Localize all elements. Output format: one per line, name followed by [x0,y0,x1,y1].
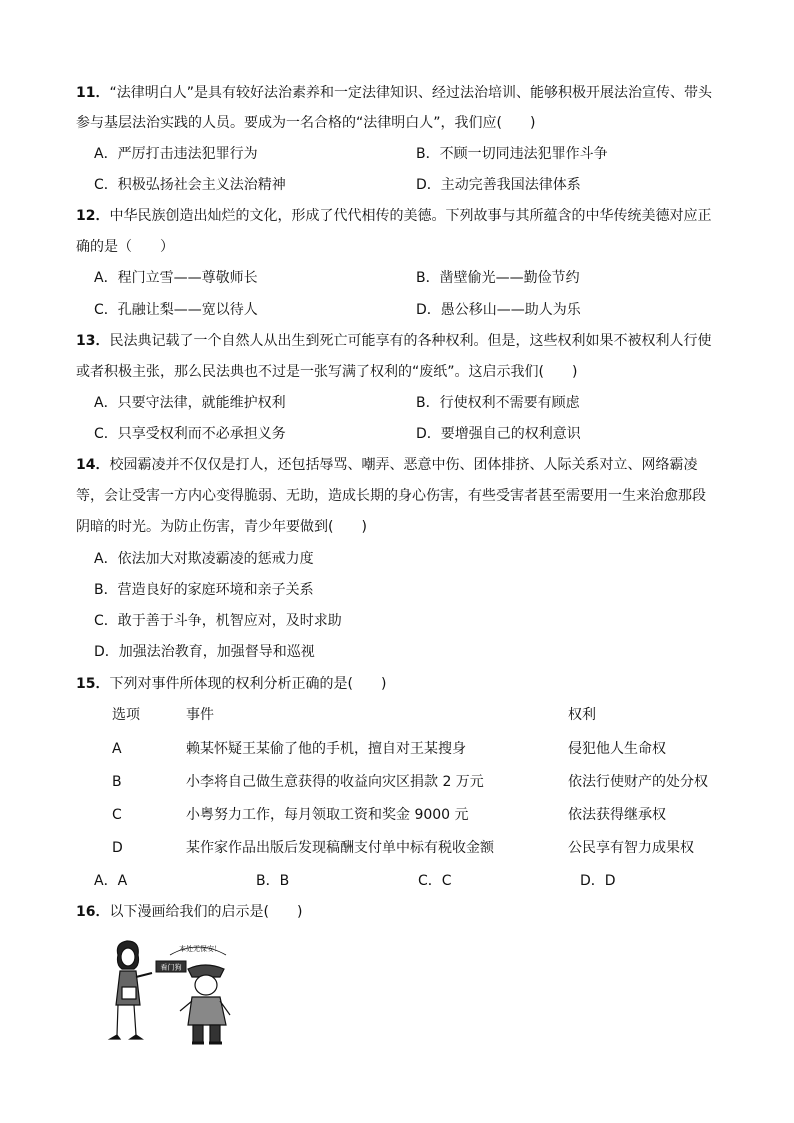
q13-stem-text: 民法典记载了一个自然人从出生到死亡可能享有的各种权利。但是，这些权利如果不被权利人行使 [109,333,712,349]
table-row-c-event: 小粤努力工作，每月领取工资和奖金 9000 元 [186,807,469,823]
q12-option-b[interactable]: B．凿壁偷光——勤俭节约 [416,270,580,286]
q14-option-d[interactable]: D．加强法治教育，加强督导和巡视 [94,644,315,660]
q13-option-b[interactable]: B．行使权利不需要有顾虑 [416,395,580,411]
q14-line2: 等，会让受害一方内心变得脆弱、无助，造成长期的身心伤害，有些受害者甚至需要用一生来治愈那段 [76,488,706,504]
q12-option-a[interactable]: A．程门立雪——尊敬师长 [94,270,258,286]
q11-option-c[interactable]: C．积极弘扬社会主义法治精神 [94,177,286,193]
q14-line3: 阴暗的时光。为防止伤害，青少年要做到( ) [76,519,367,535]
q15-line1 [76,675,386,693]
comic-bubble-text: 本处无保安！ [179,945,221,953]
q13-option-d[interactable]: D．要增强自己的权利意识 [416,426,581,442]
table-header-option: 选项 [112,707,140,723]
q11-option-a[interactable]: A．严厉打击违法犯罪行为 [94,146,258,162]
q12-line2: 确的是（ ） [76,239,174,255]
table-row-a-right: 侵犯他人生命权 [568,741,666,757]
q11-line2: 参与基层法治实践的人员。要成为一名合格的“法律明白人”，我们应( ) [76,115,536,131]
q11-line1 [76,84,712,102]
q12-option-d[interactable]: D．愚公移山——助人为乐 [416,302,581,318]
q12-option-c[interactable]: C．孔融让梨——宽以待人 [94,302,258,318]
woman-figure [110,941,152,1039]
table-row-d-option: D [112,840,123,856]
q14-stem-text: 校园霸凌并不仅仅是打人，还包括辱骂、嘲弄、恶意中伤、团体排挤、人际关系对立、网络霸凌 [109,457,698,473]
q13-number: 13． [76,333,110,349]
guard-figure [180,965,230,1043]
q13-line2: 或者积极主张，那么民法典也不过是一张写满了权利的“废纸”。这启示我们( ) [76,364,578,380]
table-row-b-option: B [112,774,122,790]
q13-option-a[interactable]: A．只要守法律，就能维护权利 [94,395,286,411]
q15-stem-text: 下列对事件所体现的权利分析正确的是( ) [109,676,387,692]
q14-line1 [76,456,697,474]
q14-option-c[interactable]: C．敢于善于斗争，机智应对，及时求助 [94,613,342,629]
q16-number: 16． [76,904,110,920]
table-header-right: 权利 [568,707,596,723]
table-row-b-right: 依法行使财产的处分权 [568,774,708,790]
comic-sign-text: 看门狗 [160,963,182,972]
q15-option-b[interactable]: B．B [256,873,290,889]
q14-number: 14． [76,457,110,473]
q13-line1 [76,332,711,350]
q11-option-b[interactable]: B．不顾一切同违法犯罪作斗争 [416,146,608,162]
q13-option-c[interactable]: C．只享受权利而不必承担义务 [94,426,286,442]
q14-option-b[interactable]: B．营造良好的家庭环境和亲子关系 [94,582,314,598]
q15-option-d[interactable]: D．D [580,873,616,889]
q15-number: 15． [76,676,110,692]
table-row-d-event: 某作家作品出版后发现稿酬支付单中标有税收金额 [186,840,494,856]
q14-option-a[interactable]: A．依法加大对欺凌霸凌的惩戒力度 [94,551,314,567]
q11-number: 11． [76,85,110,101]
q12-number: 12． [76,208,110,224]
table-row-c-right: 依法获得继承权 [568,807,666,823]
q16-stem-text: 以下漫画给我们的启示是( ) [109,904,303,920]
table-row-a-option: A [112,741,122,757]
q12-stem-text: 中华民族创造出灿烂的文化，形成了代代相传的美德。下列故事与其所蕴含的中华传统美德对应正 [109,208,712,224]
q11-stem-text: “法律明白人”是具有较好法治素养和一定法律知识、经过法治培训、能够积极开展法治宣传、带头 [109,85,712,101]
table-row-d-right: 公民享有智力成果权 [568,840,694,856]
table-row-c-option: C [112,807,122,823]
q12-line1 [76,207,711,225]
comic-illustration [100,935,250,1050]
q11-option-d[interactable]: D．主动完善我国法律体系 [416,177,581,193]
table-row-a-event: 赖某怀疑王某偷了他的手机，擅自对王某搜身 [186,741,466,757]
q15-option-c[interactable]: C．C [418,873,452,889]
table-row-b-event: 小李将自己做生意获得的收益向灾区捐款 2 万元 [186,774,484,790]
q16-line1 [76,903,302,921]
table-header-event: 事件 [186,707,214,723]
q15-option-a[interactable]: A．A [94,873,128,889]
